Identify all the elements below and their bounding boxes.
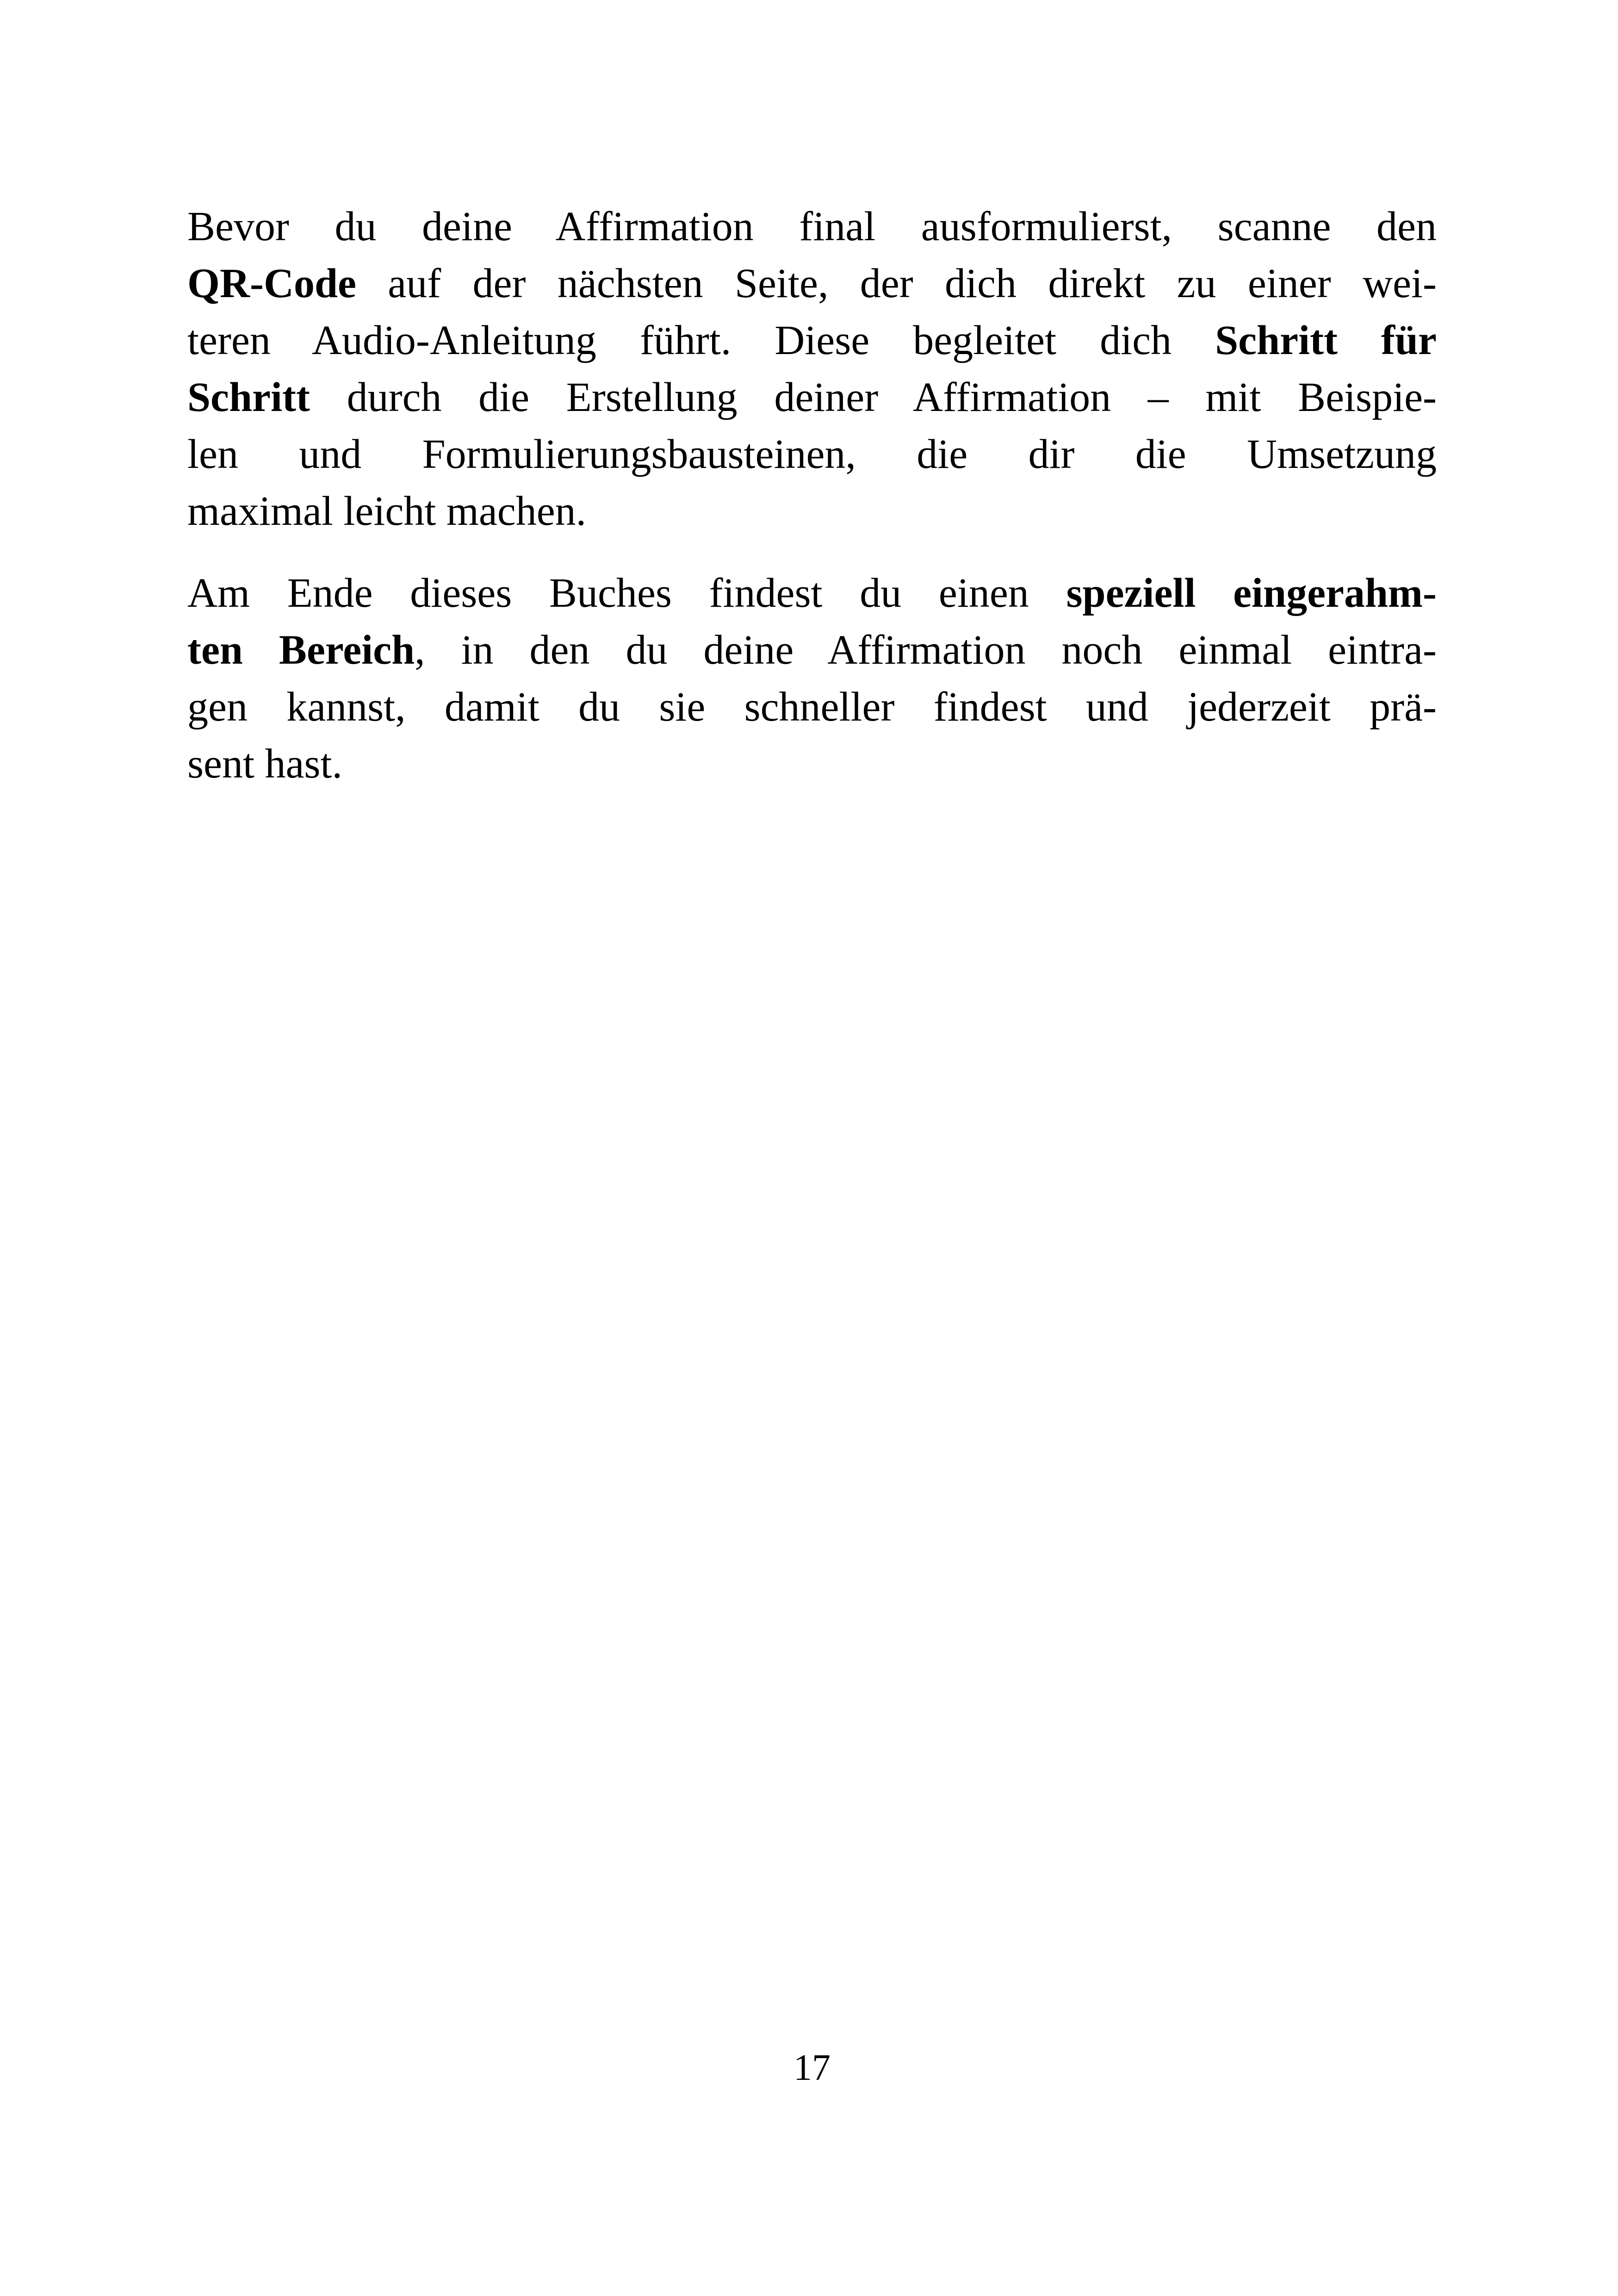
text-segment: len und Formulierungsbausteinen, die dir die Umsetzung (187, 431, 1437, 477)
paragraph (187, 198, 1437, 540)
text-segment: auf der nächsten Seite, der dich direkt zu einer wei- (356, 261, 1437, 306)
text-segment: gen kannst, damit du sie schneller findest und jederzeit prä- (187, 684, 1437, 730)
paragraph (187, 565, 1437, 792)
text-line (187, 735, 1437, 792)
text-line (187, 369, 1437, 426)
text-segment: Am Ende dieses Buches findest du einen (187, 570, 1066, 616)
text-segment-bold: speziell eingerahm- (1066, 570, 1437, 616)
text-segment: durch die Erstellung deiner Affirmation – mit Beispie- (310, 374, 1437, 420)
text-segment: teren Audio-Anleitung führt. Diese begleitet dich (187, 317, 1215, 363)
text-segment: Bevor du deine Affirmation final ausformulierst, scanne den (187, 204, 1437, 249)
page-footer (187, 2045, 1437, 2091)
text-line (187, 483, 1437, 540)
text-segment-bold: ten Bereich (187, 627, 415, 673)
text-line (187, 255, 1437, 312)
page-number: 17 (794, 2047, 831, 2088)
text-line (187, 312, 1437, 369)
text-segment-bold: QR-Code (187, 261, 356, 306)
text-line (187, 426, 1437, 483)
text-block (187, 198, 1437, 792)
text-segment: , in den du deine Affirmation noch einmal eintra- (415, 627, 1437, 673)
text-segment: maximal leicht machen. (187, 488, 587, 534)
text-line (187, 678, 1437, 735)
text-segment-bold: Schritt (187, 374, 310, 420)
text-line (187, 565, 1437, 622)
text-segment: sent hast. (187, 741, 342, 787)
text-segment-bold: Schritt für (1215, 317, 1437, 363)
text-line (187, 198, 1437, 255)
text-line (187, 622, 1437, 678)
